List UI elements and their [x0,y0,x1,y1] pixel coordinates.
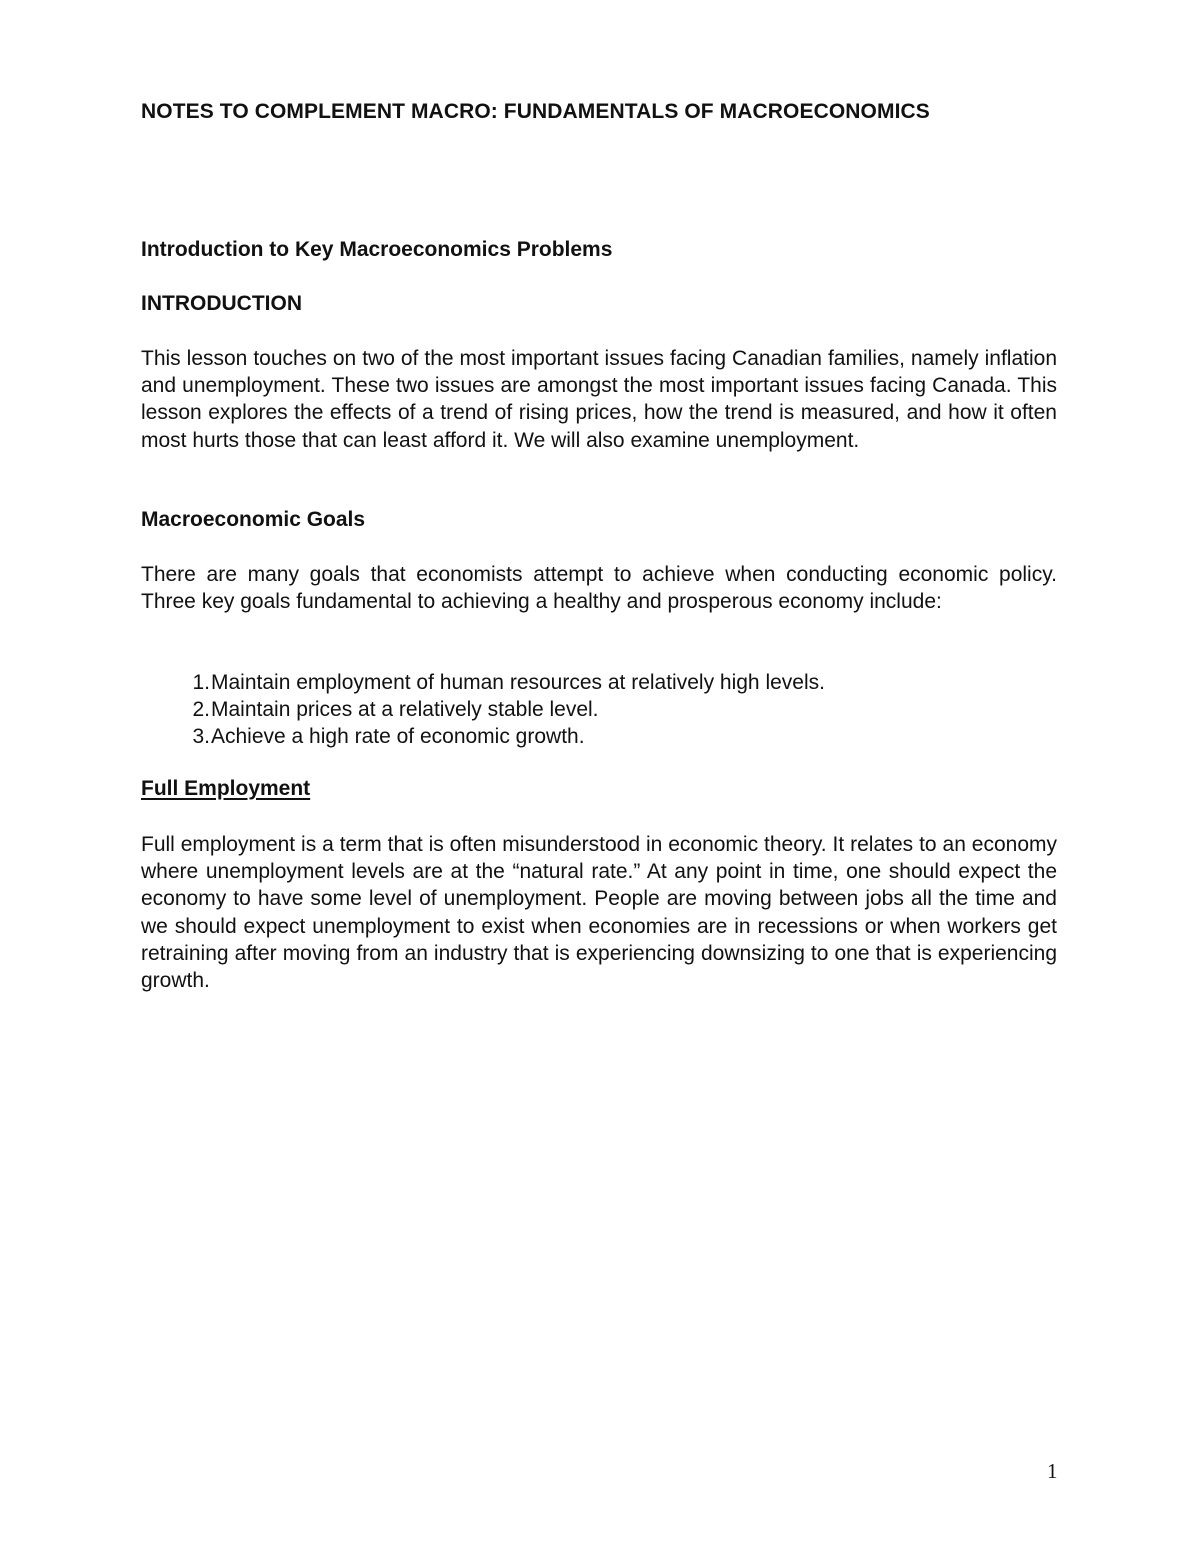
document-title: NOTES TO COMPLEMENT MACRO: FUNDAMENTALS OF MACROECONOMICS [141,100,930,123]
list-item-text: Maintain employment of human resources at relatively high levels. [211,671,825,694]
list-item-number: 2. [192,698,210,721]
goals-list [141,669,825,750]
full-employment-paragraph: Full employment is a term that is often misunderstood in economic theory. It relates to an economy where unemployment levels are at the “natural rate.” At any point in time, one should expect the economy to have some level of unemployment. People are moving between jobs all the time and we should expect unemployment to exist when economies are in recessions or when workers get retraining after moving from an industry that is experiencing downsizing to one that is experiencing growth. [141,833,1057,993]
full-employment-heading: Full Employment [141,777,311,800]
section-heading: Introduction to Key Macroeconomics Problems [141,238,613,261]
list-item-number: 3. [192,725,210,748]
list-item [141,669,825,696]
list-item-text: Maintain prices at a relatively stable level. [211,698,599,721]
list-item-text: Achieve a high rate of economic growth. [211,725,585,748]
document-page [141,0,1057,1553]
list-item [141,723,825,750]
goals-heading: Macroeconomic Goals [141,508,366,531]
list-item-number: 1. [192,671,210,694]
introduction-paragraph: This lesson touches on two of the most important issues facing Canadian families, namely inflation and unemployment. These two issues are amongst the most important issues facing Canada. This lesson explores the effects of a trend of rising prices, how the trend is measured, and how it often most hurts those that can least afford it. We will also examine unemployment. [141,347,1057,452]
page-number: 1 [1047,1459,1058,1483]
goals-paragraph: There are many goals that economists attempt to achieve when conducting economic policy. Three key goals fundamental to achieving a healthy and prosperous economy include: [141,563,1057,614]
introduction-heading: INTRODUCTION [141,292,302,315]
list-item [141,696,825,723]
